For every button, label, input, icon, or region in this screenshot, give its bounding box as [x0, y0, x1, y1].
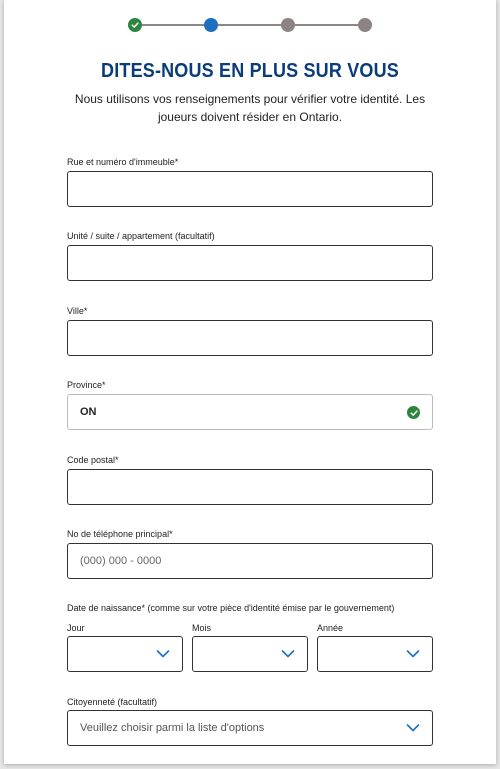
citizenship-select[interactable]: [67, 710, 433, 746]
province-input[interactable]: [67, 394, 433, 430]
postal-input[interactable]: [67, 469, 433, 505]
citizenship-label: Citoyenneté (facultatif): [67, 697, 158, 707]
unit-label: Unité / suite / appartement (facultatif): [67, 231, 215, 241]
province-value: ON: [80, 406, 97, 418]
step-connector: [142, 24, 212, 26]
chevron-down-icon: [156, 649, 170, 659]
day-label: Jour: [67, 623, 85, 633]
year-select[interactable]: [317, 636, 433, 672]
street-label: Rue et numéro d'immeuble*: [67, 157, 179, 167]
phone-input[interactable]: [67, 543, 433, 579]
check-circle-icon: [407, 406, 420, 419]
phone-label: No de téléphone principal*: [67, 529, 173, 539]
step-connector: [218, 24, 288, 26]
day-select[interactable]: [67, 636, 183, 672]
street-input[interactable]: [67, 171, 433, 207]
step-1-complete: [128, 18, 142, 32]
dob-label: Date de naissance* (comme sur votre pièce d'identité émise par le gouvernement): [67, 603, 395, 613]
phone-placeholder: (000) 000 - 0000: [80, 555, 162, 567]
province-label: Province*: [67, 380, 106, 390]
city-input[interactable]: [67, 320, 433, 356]
step-connector: [294, 24, 364, 26]
intro-text: Nous utilisons vos renseignements pour vérifier votre identité. Les joueurs doivent résider en Ontario.: [74, 92, 426, 124]
step-3-upcoming: [281, 18, 295, 32]
month-select[interactable]: [192, 636, 308, 672]
page-title: DITES-NOUS EN PLUS SUR VOUS: [101, 60, 399, 82]
year-label: Année: [317, 623, 344, 633]
progress-stepper: [128, 17, 372, 33]
unit-input[interactable]: [67, 245, 433, 281]
step-2-current: [204, 18, 218, 32]
citizenship-placeholder: Veuillez choisir parmi la liste d'options: [80, 722, 265, 734]
chevron-down-icon: [406, 723, 420, 733]
chevron-down-icon: [406, 649, 420, 659]
chevron-down-icon: [281, 649, 295, 659]
month-label: Mois: [192, 623, 212, 633]
postal-label: Code postal*: [67, 455, 119, 465]
city-label: Ville*: [67, 306, 88, 316]
check-icon: [131, 21, 139, 29]
step-4-upcoming: [358, 18, 372, 32]
